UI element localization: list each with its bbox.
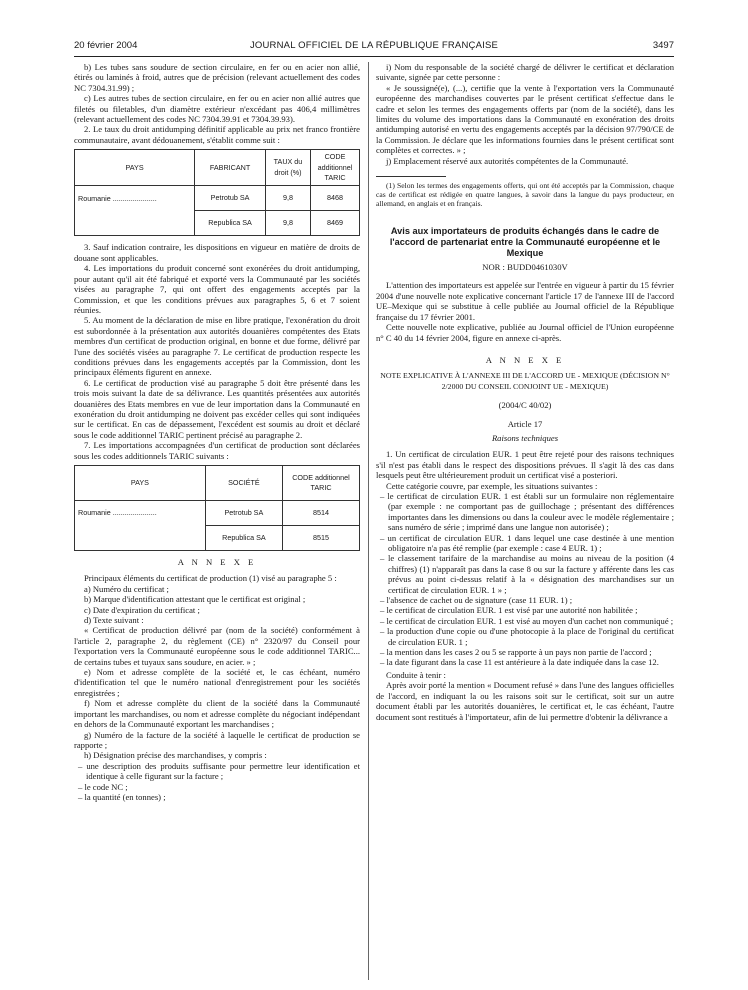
notice-paragraph: Cette nouvelle note explicative, publiée au Journal officiel de l'Union européenne n° C 40 du 14 février 2004, figure en annexe ci-après. [376,322,674,343]
paragraph-7: 7. Les importations accompagnées d'un certificat de production sont déclarées sous les codes additionnels TARIC suivants : [74,440,360,461]
annexe-heading: A N N E X E [177,557,257,567]
table-row [75,186,360,211]
col-header-code: CODE additionnel TARIC [283,466,360,501]
table-row [75,501,360,526]
list-item: a) Numéro du certificat ; [84,583,169,594]
journal-title: JOURNAL OFFICIEL DE LA RÉPUBLIQUE FRANÇAISE [249,40,499,51]
nor-reference: NOR : BUDD0461030V [482,262,568,273]
note-title: NOTE EXPLICATIVE À L'ANNEXE III DE L'ACCORD UE - MEXIQUE (DÉCISION N° 2/2000 DU CONSEIL CONJOINT UE - MEXIQUE) [380,371,670,391]
list-item: c) Date d'expiration du certificat ; [84,604,200,615]
footnote: (1) Selon les termes des engagements offerts, qui ont été acceptés par la Commission, chaque cas de certificat est rédigée en quatre langues, à savoir dans la langue du pays producteur, en allemand, en anglais et en français. [376,181,674,209]
col-header-fabricant: FABRICANT [195,150,266,186]
case-item: – l'absence de cachet ou de signature (case 11 EUR. 1) ; [380,595,573,606]
notice-title: Avis aux importateurs de produits échangés dans le cadre de l'accord de partenariat entre la Communauté européenne et le Mexique [389,226,661,259]
annexe-heading: A N N E X E [485,354,565,365]
conduct-heading: Conduite à tenir : [386,669,446,680]
col-header-pays: PAYS [75,150,195,186]
case-item: – la date figurant dans la case 11 est antérieure à la date indiquée dans la case 12. [380,657,659,668]
manufacturer-cell: Petrotub SA [195,186,266,211]
list-item: g) Numéro de la facture de la société à laquelle le certificat de production se rapporte ; [74,729,360,750]
case-item: – un certificat de circulation EUR. 1 dans lequel une case destinée à une mention obligatoire n'a pas été remplie (par exemple : case 4 EUR. 1) ; [380,532,674,553]
list-item: e) Nom et adresse complète de la société et, le cas échéant, numéro d'identification tel que le numéro national d'enregistrement pour les sociétés enregistrées ; [74,667,360,698]
table-row [75,211,360,236]
page-number: 3497 [652,40,674,51]
case-item: – la production d'une copie ou d'une photocopie à la place de l'original du certificat de circulation EUR. 1 ; [380,626,674,647]
col-header-taux: TAUX du droit (%) [266,150,311,186]
paragraph-2: 2. Le taux du droit antidumping définitif applicable au prix net franco frontière communautaire, avant dédouanement, s'établit comme suit : [74,124,360,145]
list-item: f) Nom et adresse complète du client de la société dans la Communauté important les marchandises, ou nom et adresse complète du négociant indépendant en dehors de la Communauté exportant les marchandises ; [74,698,360,730]
rate-cell: 9,8 [266,211,311,236]
company-cell: Republica SA [205,526,282,551]
code-cell: 8514 [283,501,360,526]
paragraph-c: c) Les autres tubes de section circulaire, en fer ou en acier non allié autres que filetés ou filetables, d'un diamètre extérieur n'excédant pas 406,4 millimètres (relevant actuellement des codes NC 7304.39.91 et 7304.39.93). [74,93,360,125]
company-cell: Petrotub SA [205,501,282,526]
col-header-societe: SOCIÉTÉ [205,466,282,501]
article-heading: Article 17 [507,418,543,429]
case-item: – la mention dans les cases 2 ou 5 se rapporte à un pays non partie de l'accord ; [380,647,652,658]
case-item: – le certificat de circulation EUR. 1 est visé par une autorité non habilitée ; [380,605,638,616]
manufacturer-cell: Republica SA [195,211,266,236]
table-row [75,526,360,551]
country-cell-empty [75,211,195,236]
paragraph-3: 3. Sauf indication contraire, les dispositions en vigueur en matière de droits de douane sont applicables. [74,242,360,263]
list-item: h) Désignation précise des marchandises, y compris : [84,750,267,761]
footnote-rule [376,176,446,177]
paragraph-b: b) Les tubes sans soudure de section circulaire, en fer ou en acier non allié, étirés ou laminés à froid, autres que de précision (relevant actuellement des codes NC 7304.31.99) ; [74,62,360,93]
case-item: – le classement tarifaire de la marchandise au moins au niveau de la position (4 chiffres) (1) n'apparaît pas dans la case 8 ou sur la facture y afférente dans les cas prévus au point ci-dessus relatif à la « désignation des marchandises sur un certificat de circulation EUR. 1 » ; [380,553,674,595]
taric-code-table [74,465,360,551]
note-reference: (2004/C 40/02) [498,400,552,411]
code-cell: 8469 [311,211,360,236]
dash-item: – le code NC ; [78,781,128,792]
annexe-intro: Principaux éléments du certificat de production (1) visé au paragraphe 5 : [84,573,337,584]
page-header [74,40,674,56]
left-column [74,62,360,802]
case-item: – le certificat de circulation EUR. 1 est visé au moyen d'un cachet non communiqué ; [380,615,674,626]
article-paragraph: Après avoir porté la mention « Document refusé » dans l'une des langues officielles de l'accord, en indiquant la ou les raisons soit sur le certificat, soit sur un autre document établi par les autorités douanières, le certificat et, le cas échéant, l'autre document sont restitués à l'importateur, afin de lui permettre d'obtenir la délivrance a [376,680,674,722]
col-header-pays: PAYS [75,466,206,501]
code-cell: 8468 [311,186,360,211]
dash-item: – une description des produits suffisante pour permettre leur identification et identique à celle figurant sur la facture ; [78,760,360,782]
list-item: d) Texte suivant : [84,615,144,626]
notice-paragraph: L'attention des importateurs est appelée sur l'entrée en vigueur à partir du 15 février 2004 d'une nouvelle note explicative concernant l'article 17 de l'annexe III de l'accord UE–Mexique qui se substitue à celle publiée au Journal officiel de la République française du 17 février 2001. [376,280,674,322]
certificate-text: « Certificat de production délivré par (nom de la société) conformément à l'article 2, paragraphe 2, du règlement (CE) n° 2320/97 du Conseil pour l'exportation vers la Communauté européenne sous le code additionnel TARIC... de certains tubes et tuyaux sans soudure, en acier. » ; [74,625,360,667]
duty-rate-table [74,149,360,236]
code-cell: 8515 [283,526,360,551]
list-item: b) Marque d'identification attestant que le certificat est original ; [84,594,306,605]
paragraph-j: j) Emplacement réservé aux autorités compétentes de la Communauté. [386,155,629,166]
article-paragraph: Cette catégorie couvre, par exemple, les situations suivantes : [386,480,598,491]
case-item: – le certificat de circulation EUR. 1 est établi sur un formulaire non réglementaire (par exemple : ne comportant pas de guillochage ; présentant des différences importantes dans les dimensions ou dans la couleur avec le modèle réglementaire ; sans numéro de série ; imprimé dans une langue non autorisée) ; [380,490,674,533]
col-header-code: CODE additionnel TARIC [311,150,360,186]
dash-item: – la quantité (en tonnes) ; [78,791,166,802]
paragraph-6: 6. Le certificat de production visé au paragraphe 5 doit être présenté dans les trois mois suivant la date de sa délivrance. Les quantités présentées aux autorités douanières des Etats membres en vue de leur importation dans la Communauté en exonération du droit antidumping ne doivent pas excéder celles qui sont indiquées sur le certificat. En cas de dépassement, l'excédent est soumis au droit et déclaré sous le code additionnel TARIC pertinent précisé au paragraphe 2. [74,377,360,440]
country-cell: Roumanie ...................... [75,186,195,211]
section-heading: Raisons techniques [491,432,559,443]
rate-cell: 9,8 [266,186,311,211]
paragraph-i: i) Nom du responsable de la société chargé de délivrer le certificat et déclaration suivante, signée par cette personne : [376,62,674,83]
country-cell-empty [75,526,206,551]
column-divider [368,62,369,980]
declaration-quote: « Je soussigné(e), (...), certifie que la vente à l'exportation vers la Communauté européenne des marchandises couvertes par le présent certificat s'effectue dans le cadre et selon les termes des engagements offerts par (nom de la société), dans les limites du volume des importations dans la Communauté en exonération des droits antidumping autorisé en vertu des engagements acceptés par la décision 97/790/CE de la Commission. Je déclare que les informations fournies dans le présent certificat sont complètes et correctes. » ; [376,82,674,156]
header-rule [74,56,674,57]
right-column [376,62,674,722]
header-date: 20 février 2004 [74,40,138,51]
paragraph-4: 4. Les importations du produit concerné sont exonérées du droit antidumping, pour autant qu'il ait été fabriqué et exporté vers la Communauté par les sociétés visées au paragraphe 7, qui ont offert des engagements acceptés par la Commission, et que les conditions prévues aux paragraphes 5, 6 et 7 soient réunies. [74,263,360,315]
article-paragraph: 1. Un certificat de circulation EUR. 1 peut être rejeté pour des raisons techniques s'il n'est pas établi dans le respect des dispositions prévues. Il s'agit là des cas dans lesquels peut être ultérieurement produit un certificat visé a posteriori. [376,449,674,481]
country-cell: Roumanie ...................... [75,501,206,526]
paragraph-5: 5. Au moment de la déclaration de mise en libre pratique, l'exonération du droit est subordonnée à la présentation aux autorités douanières compétentes des Etats membres d'un certificat de production original, en bonne et due forme, délivré par l'une des sociétés visées au paragraphe 7. Le certificat de production respecte les conditions prévues dans les engagements acceptés par la Commission, dont les principaux éléments figurent en annexe. [74,315,360,378]
